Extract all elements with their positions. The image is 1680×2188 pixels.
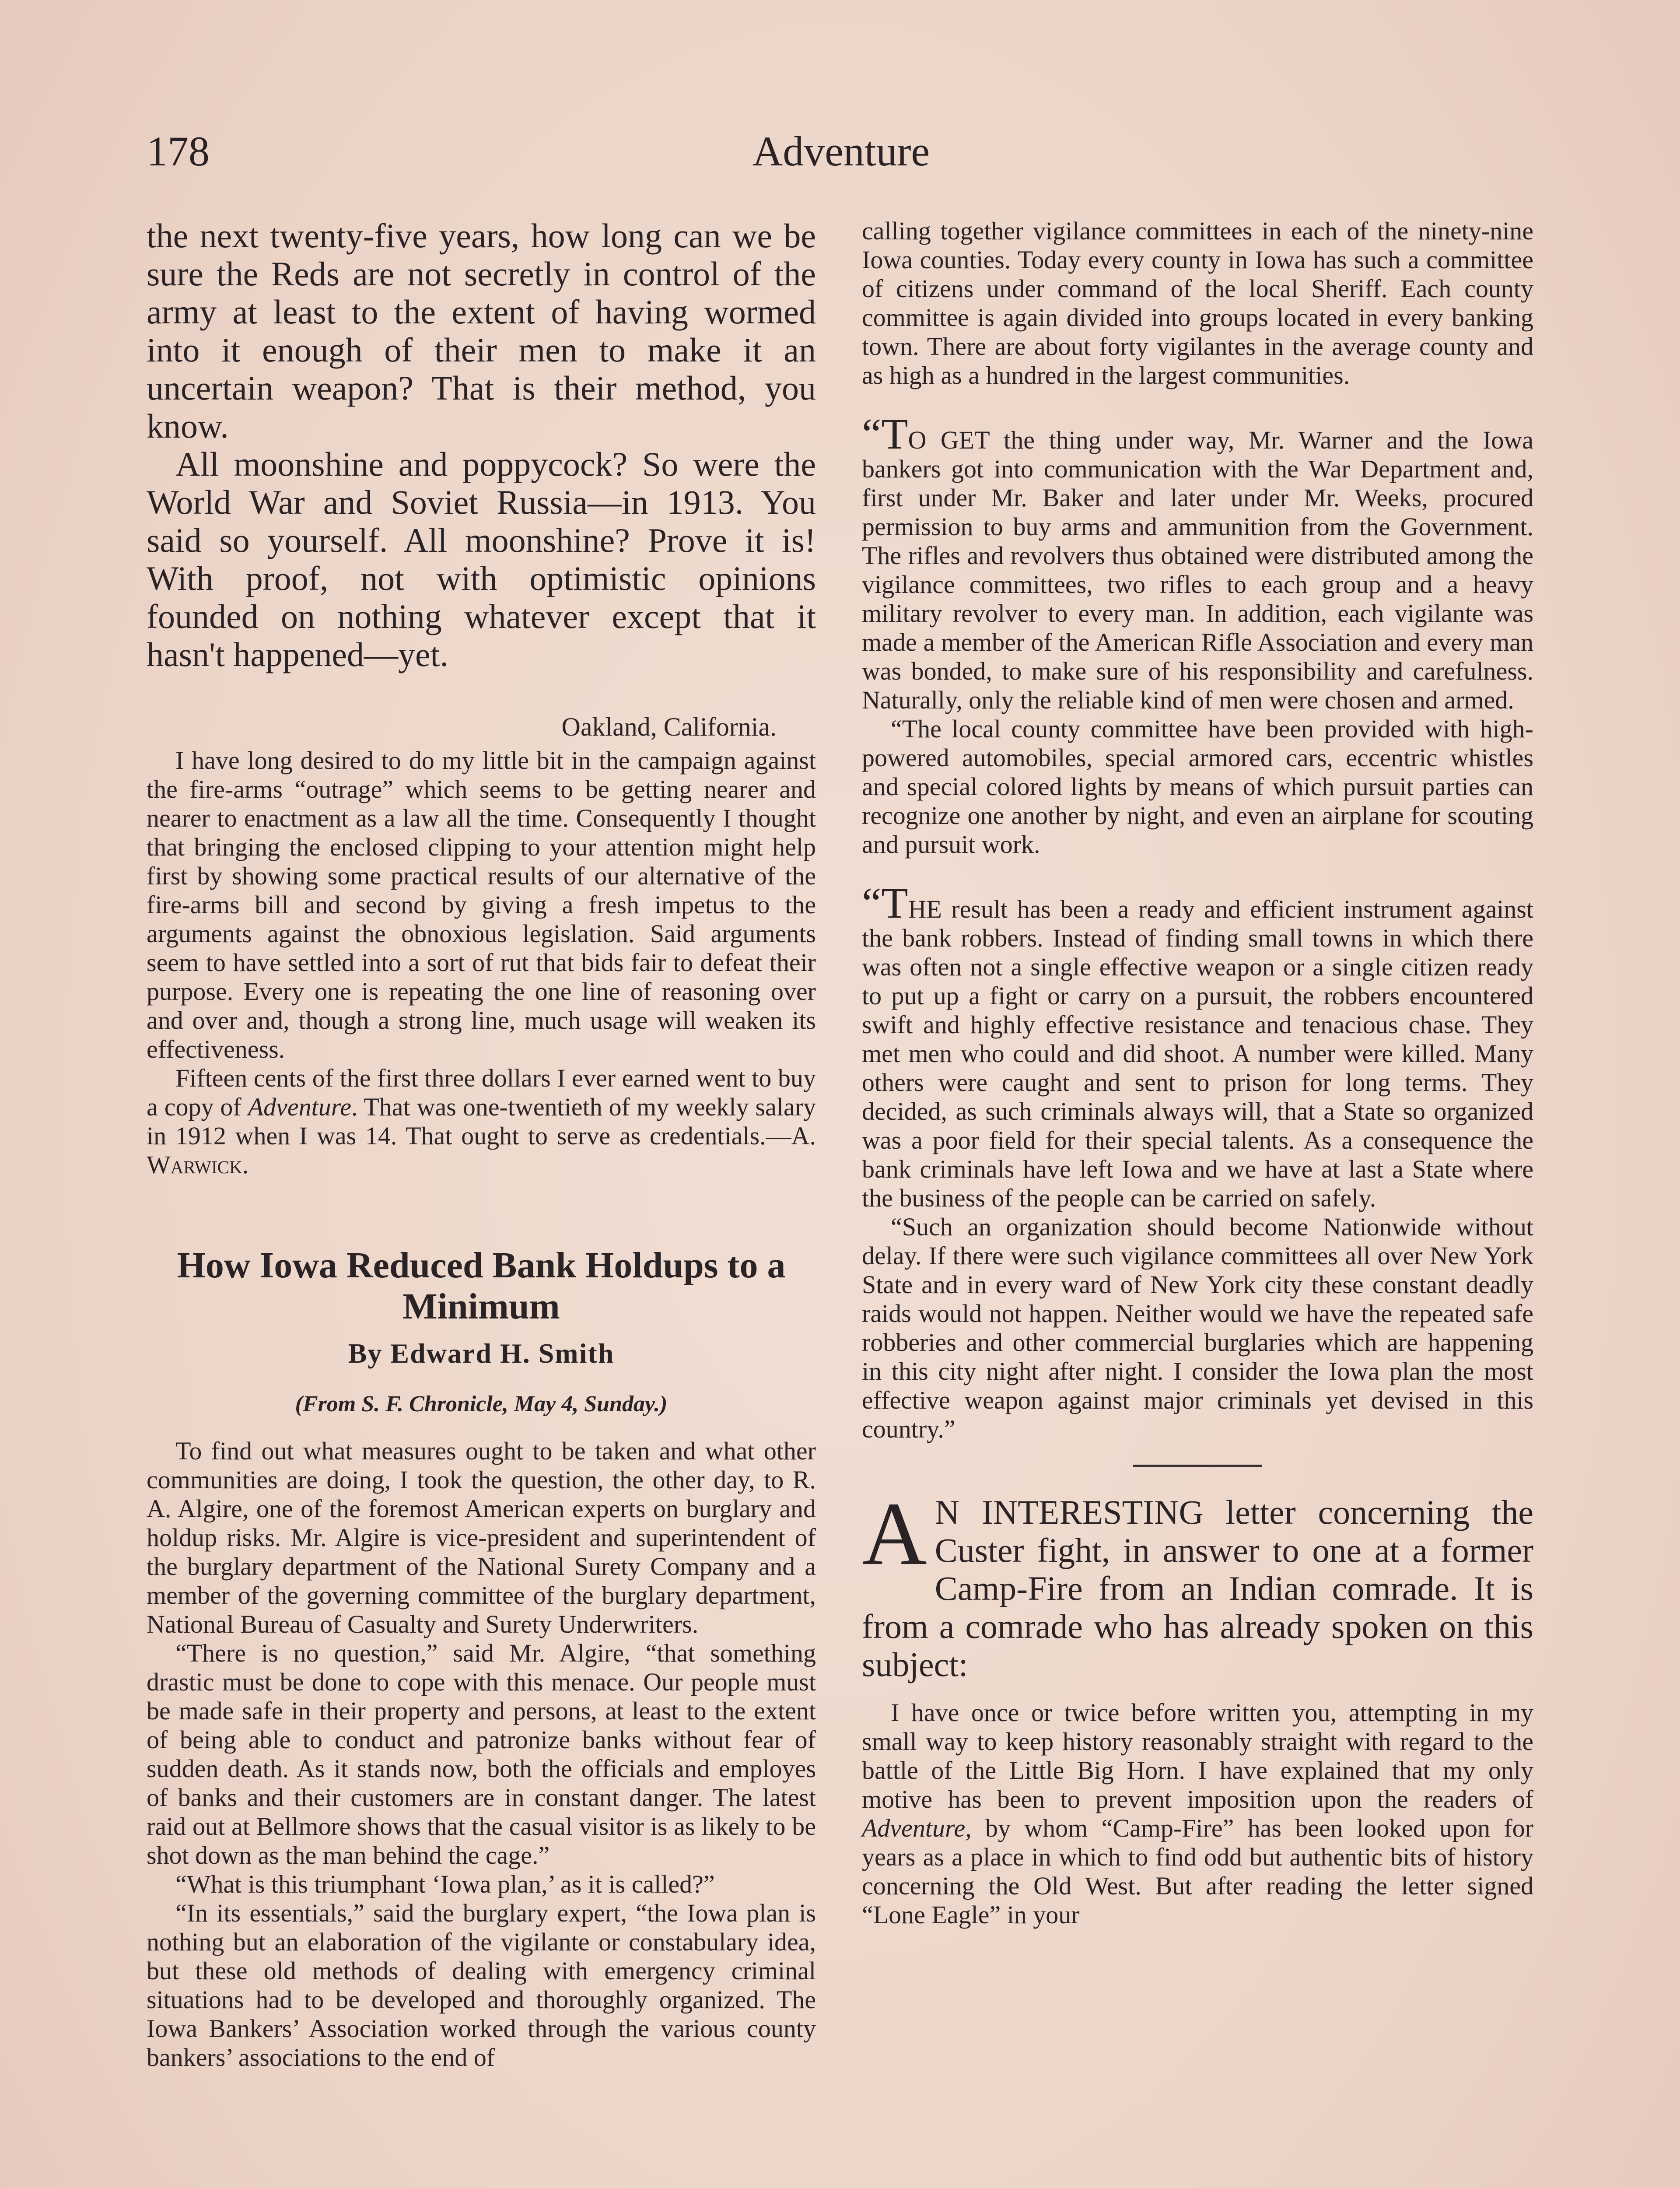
letter-signature: Warwick. xyxy=(147,1150,249,1179)
magazine-name: Adventure xyxy=(248,1093,351,1121)
letter-paragraph-2: Fifteen cents of the first three dollars I ever earned went to buy a copy of Adventure. That was one-twentieth of my weekly salary in 1912 when I was 14. That ought to serve as credentials.—A. Warwick. xyxy=(147,1064,816,1179)
page-header xyxy=(147,127,1536,188)
opening-paragraph-2: All moonshine and poppycock? So were the World War and Soviet Russia—in 1913. You said so yourself. All moonshine? Prove it is! With proof, not with optimistic opinions founded on nothing whatever except that it hasn't happened—yet. xyxy=(147,445,816,673)
article-paragraph: “There is no question,” said Mr. Algire, “that something drastic must be done to cope with this menace. Our people must be made safe in their property and persons, at least to the extent of being able to conduct and patronize banks without fear of sudden death. As it stands now, both the officials and employes of banks and their customers are in constant danger. The latest raid out at Bellmore shows that the casual visitor is as likely to be shot down as the man behind the cage.” xyxy=(147,1639,816,1869)
dropcap: A xyxy=(862,1483,927,1584)
magazine-name: Adventure xyxy=(862,1814,966,1842)
article-paragraph: “In its essentials,” said the burglary expert, “the Iowa plan is nothing but an elaboration of the vigilante or constabulary idea, but these old methods of dealing with emergency criminal situations had to be developed and thoroughly organized. The Iowa Bankers’ Association worked through the various county bankers’ associations to the end of xyxy=(147,1899,816,2072)
section-divider xyxy=(1133,1465,1262,1467)
article-paragraph: “Such an organization should become Nationwide without delay. If there were such vigilance committees all over New York State and in every ward of New York city these constant deadly raids would not happen. Neither would we have the repeated safe robberies and other commercial burglaries which are happening in this city night after night. I consider the Iowa plan the most effective weapon against major criminals yet devised in this country.” xyxy=(862,1213,1533,1443)
right-column xyxy=(862,217,1533,1929)
opening-paragraph: the next twenty-five years, how long can we be sure the Reds are not secretly in control of the army at least to the extent of having wormed into it enough of their men to make it an uncertain weapon? That is their method, you know. xyxy=(147,217,816,445)
article-paragraph-dropcap: “TO GET the thing under way, Mr. Warner and the Iowa bankers got into communication with the War Department and, first under Mr. Baker and later under Mr. Weeks, procured permission to buy arms and ammunition from the Government. The rifles and revolvers thus obtained were distributed among the vigilance committees, two rifles to each group and a heavy military revolver to every man. In addition, each vigilante was made a member of the American Rifle Association and every man was bonded, to make sure of his responsibility and carefulness. Naturally, only the reliable kind of men were chosen and armed. xyxy=(862,410,1533,714)
custer-letter-paragraph: I have once or twice before written you, attempting in my small way to keep history reasonably straight with regard to the battle of the Little Big Horn. I have explained that my only motive has been to prevent imposition upon the readers of Adventure, by whom “Camp-Fire” has been looked upon for years as a place in which to find odd but authentic bits of history concerning the Old West. But after reading the letter signed “Lone Eagle” in your xyxy=(862,1698,1533,1929)
article-source: (From S. F. Chronicle, May 4, Sunday.) xyxy=(295,1392,668,1417)
article-paragraph: “What is this triumphant ‘Iowa plan,’ as it is called?” xyxy=(175,1870,715,1898)
left-column xyxy=(147,217,816,2072)
article-paragraph: “The local county committee have been provided with high-powered automobiles, special armored cars, eccentric whistles and special colored lights by means of which pursuit parties can recognize one another by night, and even an airplane for scouting and pursuit work. xyxy=(862,715,1533,859)
dropcap: “T xyxy=(862,410,908,458)
campfire-intro: A N INTERESTING letter concerning the Custer fight, in answer to one at a former Camp-Fire from an Indian comrade. It is from a comrade who has already spoken on this subject: xyxy=(862,1483,1533,1683)
article-paragraph: To find out what measures ought to be taken and what other communities are doing, I took the question, the other day, to R. A. Algire, one of the foremost American experts on burglary and holdup risks. Mr. Algire is vice-president and superintendent of the burglary department of the National Surety Company and a member of the governing committee of the burglary department, National Bureau of Casualty and Surety Underwriters. xyxy=(147,1437,816,1638)
dropcap: “T xyxy=(862,879,908,927)
article-byline: By Edward H. Smith xyxy=(348,1338,615,1369)
letter-dateline: Oakland, California. xyxy=(561,712,777,741)
page-number: 178 xyxy=(147,128,210,175)
running-title: Adventure xyxy=(752,128,930,175)
article-paragraph: calling together vigilance committees in each of the ninety-nine Iowa counties. Today every county in Iowa has such a committee of citizens under command of the local Sheriff. Each county committee is again divided into groups located in every banking town. There are about forty vigilantes in the average county and as high as a hundred in the largest communities. xyxy=(862,217,1533,389)
article-title: How Iowa Reduced Bank Holdups to a Minimum xyxy=(177,1245,786,1327)
letter-paragraph: I have long desired to do my little bit in the campaign against the fire-arms “outrage” which seems to be getting nearer and nearer to enactment as a law all the time. Consequently I thought that bringing the enclosed clipping to your attention might help first by showing some practical results of our alternative of the fire-arms bill and second by giving a fresh impetus to the arguments against the obnoxious legislation. Said arguments seem to have settled into a sort of rut that bids fair to defeat their purpose. Every one is repeating the one line of reasoning over and over and, though a strong line, much usage will weaken its effectiveness. xyxy=(147,746,816,1063)
article-paragraph-dropcap: “THE result has been a ready and efficient instrument against the bank robbers. Instead of finding small towns in which there was often not a single effective weapon or a single citizen ready to put up a fight or carry on a pursuit, the robbers encountered swift and highly effective resistance and tenacious chase. They met men who could and did shoot. A number were killed. Many others were caught and sent to prison for long terms. They decided, as such criminals always will, that a State so organized was a poor field for their special talents. As a consequence the bank criminals have left Iowa and we have at last a State where the business of the people can be carried on safely. xyxy=(862,879,1533,1212)
